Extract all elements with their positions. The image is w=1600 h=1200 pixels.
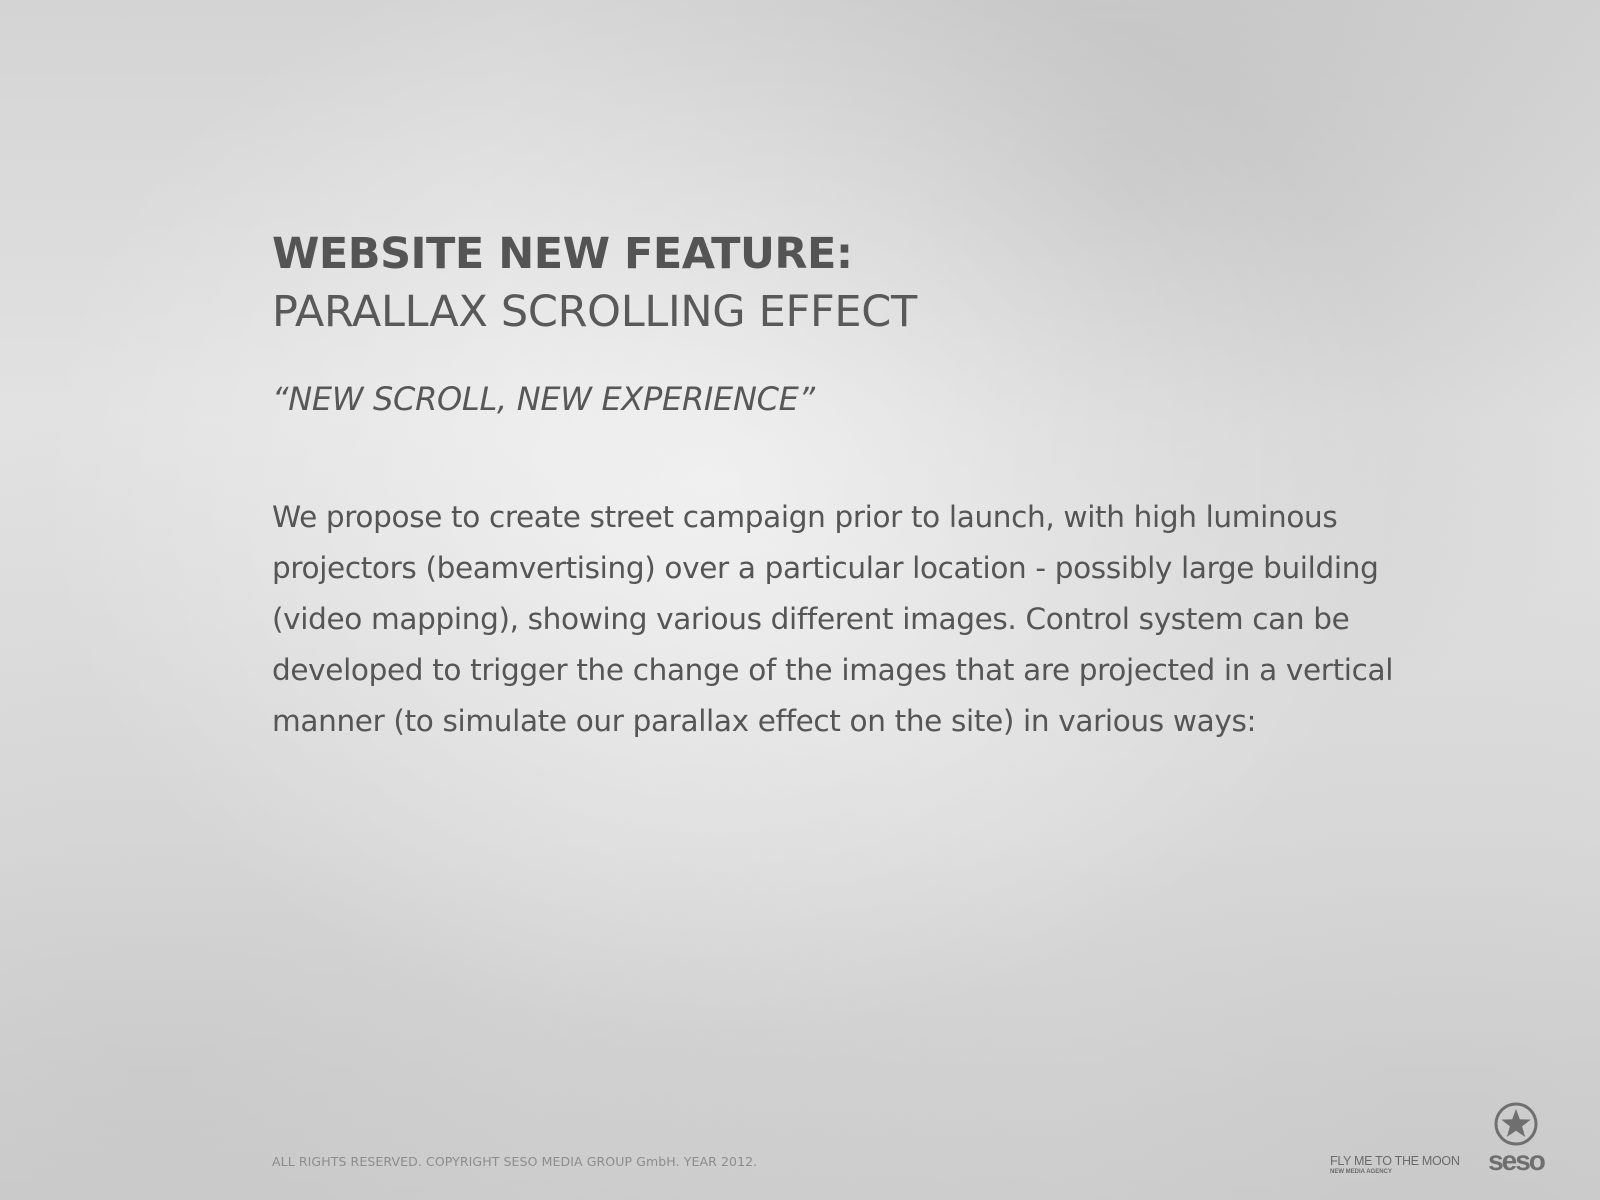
slide-subtitle: PARALLAX SCROLLING EFFECT	[272, 287, 917, 337]
seso-logo	[1478, 1102, 1554, 1182]
star-circle-icon	[1494, 1102, 1538, 1146]
brand-tagline	[1330, 1154, 1460, 1176]
brand-subtitle-text: NEW MEDIA AGENCY	[1330, 1169, 1392, 1175]
copyright-notice: ALL RIGHTS RESERVED. COPYRIGHT SESO MEDIA GROUP GmbH. YEAR 2012.	[272, 1154, 758, 1169]
brand-tagline-text: FLY ME TO THE MOON	[1330, 1154, 1460, 1168]
slide-tagline: “NEW SCROLL, NEW EXPERIENCE”	[272, 380, 815, 418]
slide-body-text: We propose to create street campaign prior to launch, with high luminous projectors (beamvertising) over a particular location - possibly large building (video mapping), showing various different images. Control system can be developed to trigger the change of the images that are projected in a vertical manner (to simulate our parallax effect on the site) in various ways:	[272, 500, 1394, 738]
logo-wordmark: seso	[1488, 1145, 1544, 1176]
slide-content	[272, 226, 1412, 747]
slide-title: WEBSITE NEW FEATURE:	[272, 229, 853, 279]
